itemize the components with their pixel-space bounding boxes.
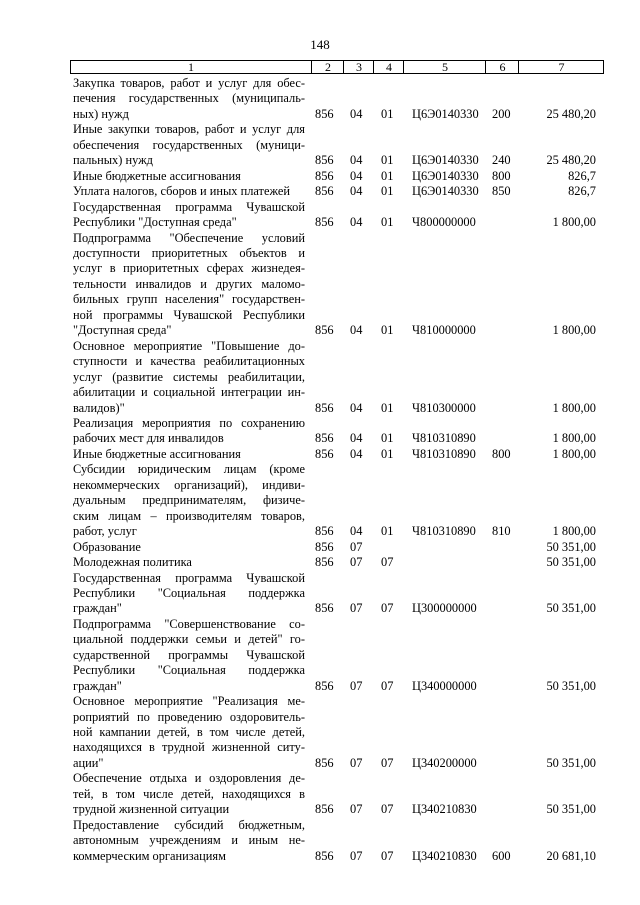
description-line: абилитации и социальной интеграции ин- — [73, 385, 305, 400]
target-article-code: Ц340210830 — [412, 848, 477, 863]
amount: 50 351,00 — [546, 755, 596, 770]
description-line: граждан" — [73, 601, 122, 616]
table-row — [0, 447, 640, 462]
description-line: обеспечения государственных (муници- — [73, 137, 305, 152]
section-code: 04 — [350, 400, 363, 415]
amount: 1 800,00 — [552, 323, 596, 338]
subsection-code: 01 — [381, 153, 394, 168]
row-description — [73, 555, 305, 570]
subsection-code: 07 — [381, 755, 394, 770]
target-article-code: Ц340000000 — [412, 678, 477, 693]
target-article-code: Ч810310890 — [412, 431, 476, 446]
table-row — [0, 555, 640, 570]
amount: 25 480,20 — [546, 153, 596, 168]
description-line: сударственной программы Чувашской — [73, 647, 305, 662]
target-article-code: Ч800000000 — [412, 215, 476, 230]
description-line: коммерческим организациям — [73, 848, 226, 863]
expense-type-code: 600 — [492, 848, 511, 863]
subsection-code: 01 — [381, 184, 394, 199]
section-code: 04 — [350, 323, 363, 338]
expense-type-code: 240 — [492, 153, 511, 168]
description-line: Реализация мероприятия по сохранению — [73, 415, 305, 430]
target-article-code: Ц6Э0140330 — [412, 168, 479, 183]
chapter-code: 856 — [315, 524, 334, 539]
description-line: рабочих мест для инвалидов — [73, 431, 224, 446]
chapter-code: 856 — [315, 802, 334, 817]
description-line: Основное мероприятие "Повышение до- — [73, 338, 305, 353]
description-line: дуальным предпринимателям, физиче- — [73, 493, 305, 508]
description-line: Государственная программа Чувашской — [73, 199, 305, 214]
description-line: ной программы Чувашской Республики — [73, 307, 305, 322]
description-line: Подпрограмма "Совершенствование со- — [73, 616, 305, 631]
description-line: "Доступная среда" — [73, 323, 172, 338]
target-article-code: Ч810310890 — [412, 524, 476, 539]
subsection-code: 07 — [381, 848, 394, 863]
amount: 1 800,00 — [552, 524, 596, 539]
section-code: 04 — [350, 168, 363, 183]
description-line: услуг (развитие системы реабилитации, — [73, 369, 305, 384]
description-line: некоммерческих организаций), индиви- — [73, 477, 305, 492]
table-row — [0, 231, 640, 339]
description-line: Молодежная политика — [73, 555, 192, 570]
chapter-code: 856 — [315, 215, 334, 230]
description-line: тельности инвалидов и других маломо- — [73, 276, 305, 291]
row-description — [73, 169, 305, 184]
amount: 50 351,00 — [546, 802, 596, 817]
amount: 50 351,00 — [546, 539, 596, 554]
target-article-code: Ц300000000 — [412, 601, 477, 616]
header-col-2: 2 — [311, 61, 344, 73]
row-description — [73, 122, 305, 168]
row-description — [73, 462, 305, 539]
subsection-code: 07 — [381, 678, 394, 693]
table-row — [0, 771, 640, 817]
description-line: Иные бюджетные ассигнования — [73, 168, 241, 183]
subsection-code: 01 — [381, 215, 394, 230]
row-description — [73, 231, 305, 339]
amount: 20 681,10 — [546, 848, 596, 863]
row-description — [73, 184, 305, 199]
header-col-1: 1 — [188, 60, 194, 74]
chapter-code: 856 — [315, 755, 334, 770]
amount: 50 351,00 — [546, 678, 596, 693]
table-row — [0, 818, 640, 864]
description-line: Образование — [73, 539, 141, 554]
section-code: 04 — [350, 215, 363, 230]
subsection-code: 01 — [381, 446, 394, 461]
description-line: Уплата налогов, сборов и иных платежей — [73, 184, 291, 199]
description-line: Иные бюджетные ассигнования — [73, 446, 241, 461]
table-row — [0, 416, 640, 447]
table-row — [0, 122, 640, 168]
expense-type-code: 800 — [492, 446, 511, 461]
header-col-6: 6 — [485, 61, 519, 73]
expense-type-code: 200 — [492, 106, 511, 121]
table-row — [0, 76, 640, 122]
subsection-code: 07 — [381, 601, 394, 616]
amount: 1 800,00 — [552, 446, 596, 461]
row-description — [73, 339, 305, 416]
target-article-code: Ц6Э0140330 — [412, 153, 479, 168]
row-description — [73, 416, 305, 447]
section-code: 07 — [350, 678, 363, 693]
table-row — [0, 339, 640, 416]
subsection-code: 01 — [381, 106, 394, 121]
description-line: Республики "Социальная поддержка — [73, 585, 305, 600]
description-line: Иные закупки товаров, работ и услуг для — [73, 122, 305, 137]
target-article-code: Ч810310890 — [412, 446, 476, 461]
description-line: Республики "Доступная среда" — [73, 215, 237, 230]
row-description — [73, 540, 305, 555]
row-description — [73, 447, 305, 462]
row-description — [73, 771, 305, 817]
chapter-code: 856 — [315, 539, 334, 554]
expense-type-code: 800 — [492, 168, 511, 183]
description-line: роприятий по проведению оздоровитель- — [73, 709, 305, 724]
description-line: бильных групп населения" государствен- — [73, 292, 305, 307]
chapter-code: 856 — [315, 153, 334, 168]
description-line: валидов)" — [73, 400, 125, 415]
chapter-code: 856 — [315, 400, 334, 415]
description-line: ной кампании детей, в том числе детей, — [73, 725, 305, 740]
amount: 50 351,00 — [546, 555, 596, 570]
description-line: услуг в приоритетных сферах жизнедея- — [73, 261, 305, 276]
section-code: 07 — [350, 555, 363, 570]
section-code: 04 — [350, 446, 363, 461]
description-line: работ, услуг — [73, 524, 137, 539]
chapter-code: 856 — [315, 106, 334, 121]
target-article-code: Ц340210830 — [412, 802, 477, 817]
amount: 1 800,00 — [552, 400, 596, 415]
table-row — [0, 200, 640, 231]
target-article-code: Ц6Э0140330 — [412, 106, 479, 121]
description-line: ации" — [73, 755, 104, 770]
section-code: 04 — [350, 106, 363, 121]
table-row — [0, 571, 640, 617]
table-body — [0, 76, 640, 864]
section-code: 07 — [350, 755, 363, 770]
expense-type-code: 810 — [492, 524, 511, 539]
description-line: Обеспечение отдыха и оздоровления де- — [73, 771, 305, 786]
section-code: 04 — [350, 153, 363, 168]
table-row — [0, 184, 640, 199]
subsection-code: 01 — [381, 524, 394, 539]
chapter-code: 856 — [315, 446, 334, 461]
table-row — [0, 462, 640, 539]
chapter-code: 856 — [315, 555, 334, 570]
description-line: доступности приоритетных объектов и — [73, 245, 305, 260]
section-code: 04 — [350, 524, 363, 539]
section-code: 07 — [350, 539, 363, 554]
description-line: Подпрограмма "Обеспечение условий — [73, 230, 305, 245]
target-article-code: Ц6Э0140330 — [412, 184, 479, 199]
description-line: ных) нужд — [73, 106, 129, 121]
description-line: ступности и качества реабилитационных — [73, 354, 305, 369]
section-code: 07 — [350, 601, 363, 616]
target-article-code: Ч810300000 — [412, 400, 476, 415]
header-col-7: 7 — [518, 61, 604, 73]
description-line: тей, в том числе детей, находящихся в — [73, 786, 305, 801]
row-description — [73, 694, 305, 771]
header-col-3: 3 — [343, 61, 374, 73]
amount: 1 800,00 — [552, 215, 596, 230]
row-description — [73, 76, 305, 122]
description-line: Республики "Социальная поддержка — [73, 663, 305, 678]
chapter-code: 856 — [315, 323, 334, 338]
chapter-code: 856 — [315, 168, 334, 183]
description-line: Субсидии юридическим лицам (кроме — [73, 462, 305, 477]
table-row — [0, 694, 640, 771]
subsection-code: 07 — [381, 802, 394, 817]
header-col-4: 4 — [373, 61, 404, 73]
target-article-code: Ц340200000 — [412, 755, 477, 770]
row-description — [73, 818, 305, 864]
table-row — [0, 540, 640, 555]
table-row — [0, 169, 640, 184]
amount: 1 800,00 — [552, 431, 596, 446]
description-line: находящихся в трудной жизненной ситу- — [73, 740, 305, 755]
description-line: Предоставление субсидий бюджетным, — [73, 817, 305, 832]
header-col-5: 5 — [403, 61, 486, 73]
description-line: граждан" — [73, 678, 122, 693]
row-description — [73, 617, 305, 694]
row-description — [73, 571, 305, 617]
chapter-code: 856 — [315, 601, 334, 616]
amount: 826,7 — [568, 184, 596, 199]
amount: 826,7 — [568, 168, 596, 183]
description-line: печения государственных (муниципаль- — [73, 91, 305, 106]
subsection-code: 01 — [381, 431, 394, 446]
table-header — [70, 60, 604, 74]
section-code: 04 — [350, 431, 363, 446]
row-description — [73, 200, 305, 231]
expense-type-code: 850 — [492, 184, 511, 199]
subsection-code: 01 — [381, 400, 394, 415]
subsection-code: 01 — [381, 168, 394, 183]
description-line: автономным учреждениям и иным не- — [73, 833, 305, 848]
description-line: Государственная программа Чувашской — [73, 570, 305, 585]
description-line: пальных) нужд — [73, 153, 153, 168]
description-line: трудной жизненной ситуации — [73, 802, 230, 817]
description-line: Основное мероприятие "Реализация ме- — [73, 694, 305, 709]
section-code: 07 — [350, 802, 363, 817]
amount: 25 480,20 — [546, 106, 596, 121]
chapter-code: 856 — [315, 184, 334, 199]
description-line: ским лицам – производителям товаров, — [73, 508, 305, 523]
amount: 50 351,00 — [546, 601, 596, 616]
page-number: 148 — [310, 37, 330, 52]
subsection-code: 01 — [381, 323, 394, 338]
section-code: 04 — [350, 184, 363, 199]
description-line: Закупка товаров, работ и услуг для обес- — [73, 76, 305, 90]
table-row — [0, 617, 640, 694]
description-line: циальной поддержки семьи и детей" го- — [73, 632, 305, 647]
chapter-code: 856 — [315, 431, 334, 446]
chapter-code: 856 — [315, 848, 334, 863]
target-article-code: Ч810000000 — [412, 323, 476, 338]
chapter-code: 856 — [315, 678, 334, 693]
subsection-code: 07 — [381, 555, 394, 570]
section-code: 07 — [350, 848, 363, 863]
